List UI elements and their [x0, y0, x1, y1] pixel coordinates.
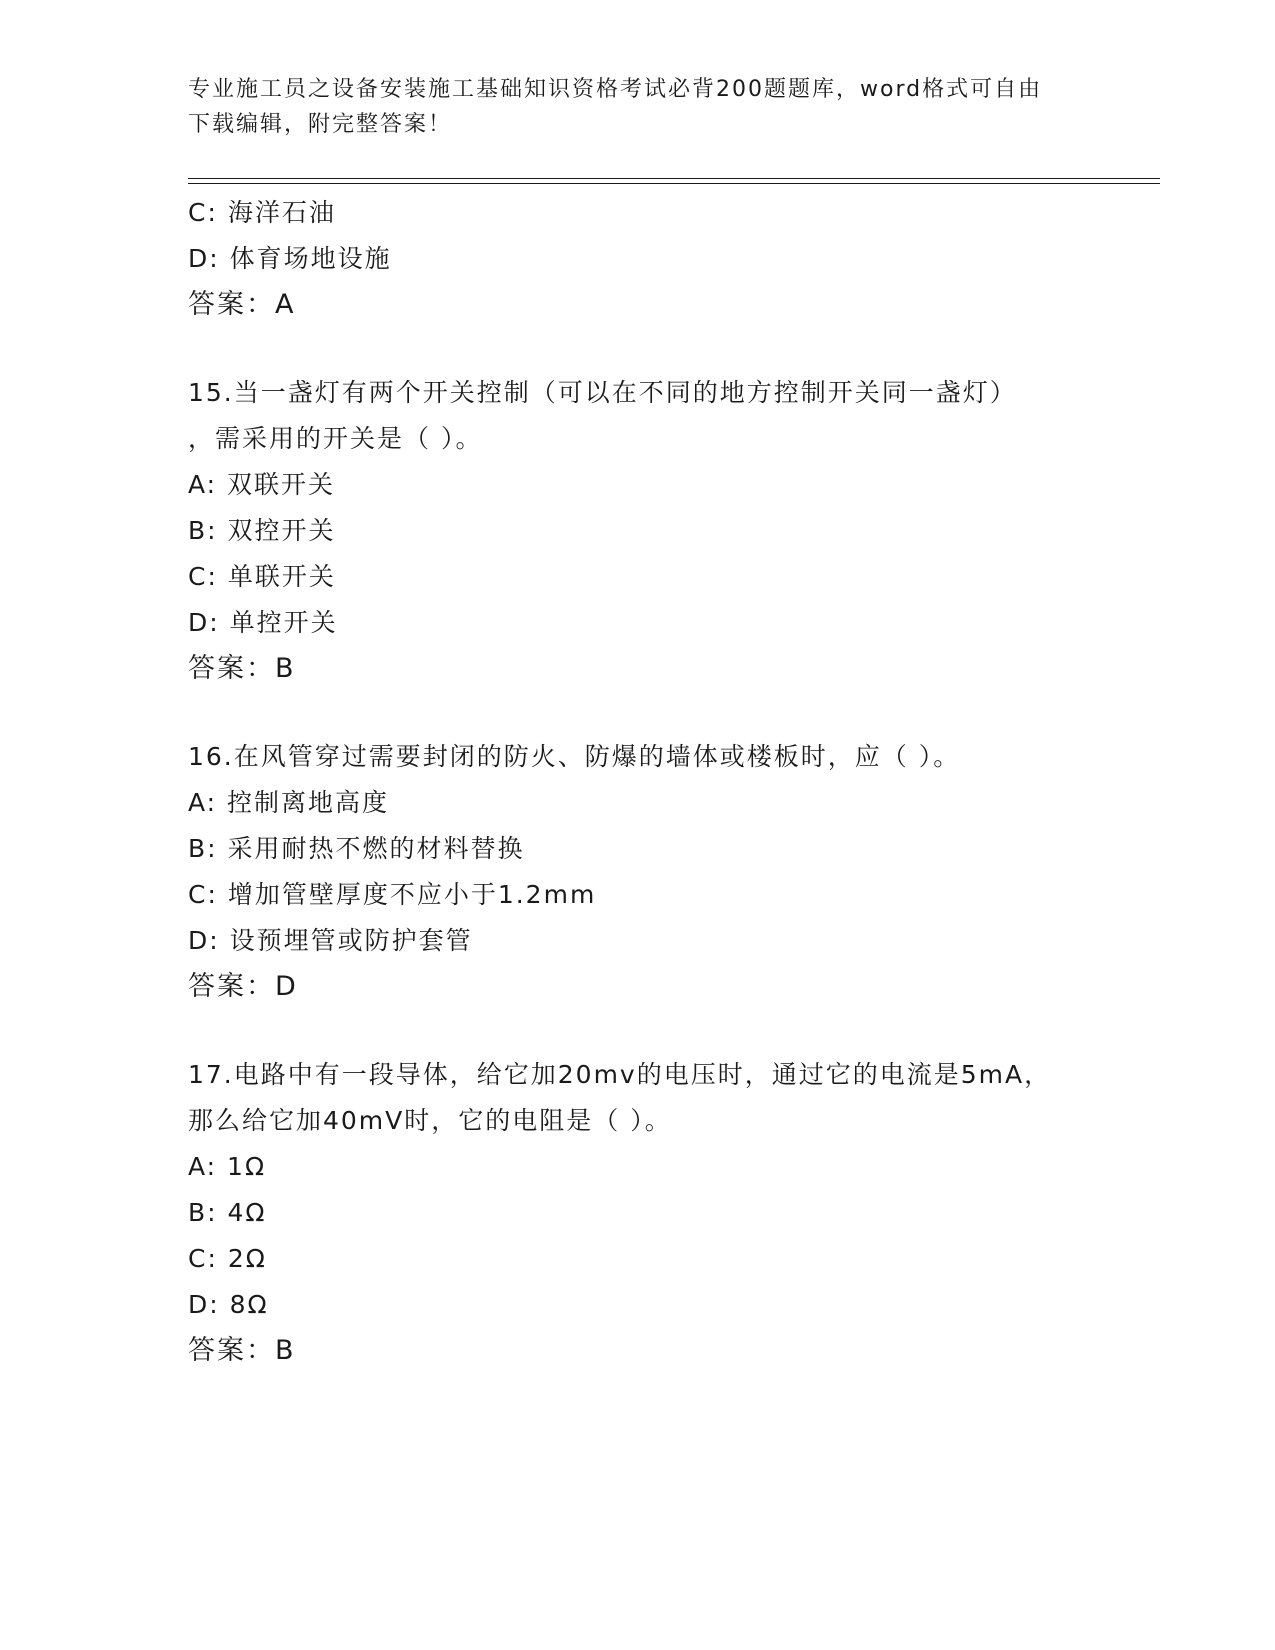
spacer: [188, 328, 1088, 370]
q17-option-b: B: 4Ω: [188, 1198, 267, 1227]
q16-option-b: B: 采用耐热不燃的材料替换: [188, 834, 525, 863]
q15-option-a: A: 双联开关: [188, 470, 336, 499]
q15-stem-line-1: 15.当一盏灯有两个开关控制（可以在不同的地方控制开关同一盏灯）: [188, 378, 1017, 407]
spacer: [188, 692, 1088, 734]
q14-answer: 答案：A: [188, 289, 296, 320]
q15-answer: 答案：B: [188, 653, 296, 684]
q14-option-d: D: 体育场地设施: [188, 244, 392, 273]
q16-option-a: A: 控制离地高度: [188, 788, 390, 817]
q17-option-a: A: 1Ω: [188, 1152, 267, 1181]
question-16: [188, 734, 1088, 1010]
q17-stem-line-1: 17.电路中有一段导体，给它加20mv的电压时，通过它的电流是5mA，: [188, 1060, 1052, 1089]
q16-answer: 答案：D: [188, 971, 298, 1002]
q15-option-b: B: 双控开关: [188, 516, 336, 545]
q17-option-c: C: 2Ω: [188, 1244, 267, 1273]
q17-stem-line-2: 那么给它加40mV时，它的电阻是（ ）。: [188, 1106, 672, 1135]
header-divider-top: [188, 178, 1160, 179]
document-header: [188, 72, 1088, 142]
q15-stem-line-2: ，需采用的开关是（ ）。: [188, 424, 483, 453]
question-14-tail: [188, 190, 1088, 328]
spacer: [188, 1010, 1088, 1052]
question-15: [188, 370, 1088, 692]
header-line-1: 专业施工员之设备安装施工基础知识资格考试必背200题题库，word格式可自由: [188, 77, 1043, 102]
q15-option-c: C: 单联开关: [188, 562, 336, 591]
q14-option-c: C: 海洋石油: [188, 198, 336, 227]
header-line-2: 下载编辑，附完整答案！: [188, 112, 453, 137]
question-17: [188, 1052, 1088, 1374]
q15-option-d: D: 单控开关: [188, 608, 338, 637]
q17-option-d: D: 8Ω: [188, 1290, 269, 1319]
q17-answer: 答案：B: [188, 1335, 296, 1366]
q16-option-d: D: 设预埋管或防护套管: [188, 926, 473, 955]
q16-option-c: C: 增加管壁厚度不应小于1.2mm: [188, 880, 597, 909]
q16-stem-line-1: 16.在风管穿过需要封闭的防火、防爆的墙体或楼板时，应（ ）。: [188, 742, 961, 771]
question-content: [188, 190, 1088, 1374]
header-divider-bottom: [188, 183, 1160, 184]
